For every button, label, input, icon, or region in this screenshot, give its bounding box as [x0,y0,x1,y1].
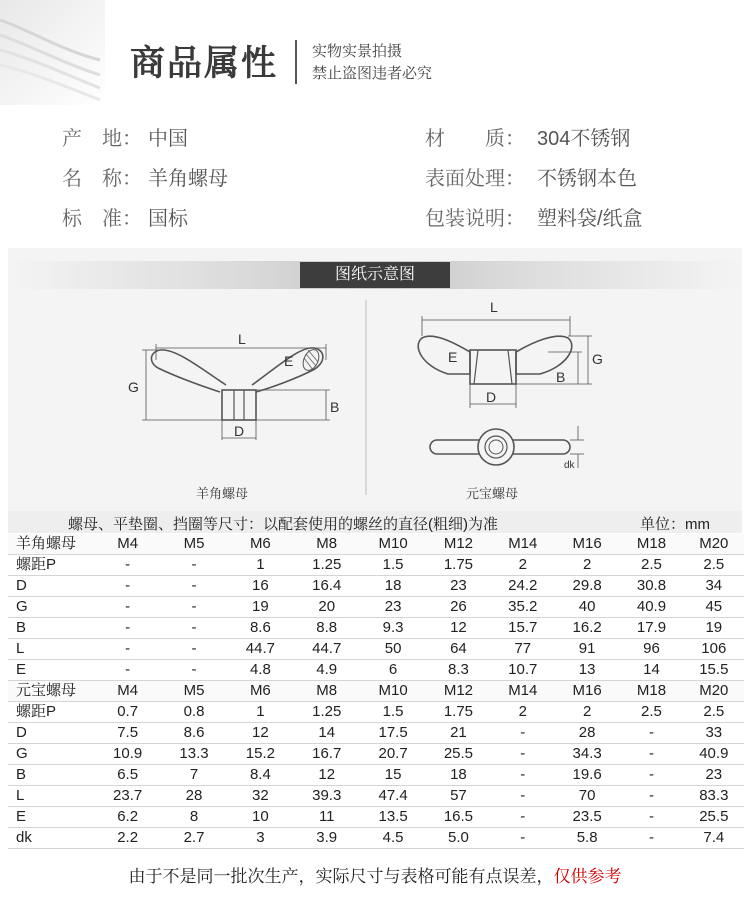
dim-E-right: E [448,349,458,365]
table-cell: - [491,744,555,765]
table-cell: 30.8 [619,576,683,597]
table-cell: 5.8 [555,828,619,849]
table-cell: 13.3 [161,744,227,765]
table-cell: 24.2 [491,576,555,597]
table-cell: - [161,660,227,681]
table-cell: 8.4 [227,765,293,786]
row-label: L [8,639,94,660]
table-cell: 12 [227,723,293,744]
table-cell: 1 [227,702,293,723]
table-cell: 0.8 [161,702,227,723]
table-cell: 70 [555,786,619,807]
table-cell: 39.3 [294,786,360,807]
table-cell: 19 [227,597,293,618]
table-cell: 40.9 [619,597,683,618]
table-cell: 64 [426,639,490,660]
table-cell: 47.4 [360,786,426,807]
attr-origin: 产 地： 中国 [62,128,188,150]
table-cell: 1 [227,555,293,576]
table-cell: 19 [684,618,744,639]
table-cell: 18 [360,576,426,597]
table-row [8,744,744,765]
header-subtitle-2: 禁止盗图违者必究 [312,65,433,82]
table-row [8,576,744,597]
table-cell: M12 [426,534,490,555]
table-cell: - [161,555,227,576]
table-row [8,618,744,639]
table-cell: 29.8 [555,576,619,597]
attr-packaging: 包装说明： 塑料袋/纸盒 [425,208,643,230]
caption-wing-nut: 羊角螺母 [196,486,249,501]
table-cell: 2.2 [94,828,160,849]
table-cell: M5 [161,534,227,555]
table-cell: 2.5 [619,702,683,723]
caption-butterfly-nut: 元宝螺母 [466,486,519,501]
table-cell: 17.5 [360,723,426,744]
table-cell: 8.8 [294,618,360,639]
table-cell: 7.5 [94,723,160,744]
table-cell: 6.2 [94,807,160,828]
table-cell: M8 [294,534,360,555]
row-label: B [8,765,94,786]
table-cell: 7.4 [684,828,744,849]
table-row [8,702,744,723]
table-cell: - [94,660,160,681]
table-cell: 33 [684,723,744,744]
table-cell: 45 [684,597,744,618]
table-cell: 4.5 [360,828,426,849]
table-cell: M5 [161,681,227,702]
table-cell: - [94,618,160,639]
table-cell: - [161,618,227,639]
table-cell: - [161,597,227,618]
table-cell: 2.7 [161,828,227,849]
row-label: E [8,807,94,828]
table-cell: 2.5 [684,702,744,723]
dim-B-right: B [556,369,566,385]
row-label: L [8,786,94,807]
table-cell: M6 [227,534,293,555]
row-label: 羊角螺母 [8,534,94,555]
table-cell: 23 [426,576,490,597]
title-divider [295,40,297,84]
table-note: 螺母、平垫圈、挡圈等尺寸：以配套使用的螺丝的直径(粗细)为准 [68,516,498,533]
header-subtitle-1: 实物实景拍摄 [312,43,403,60]
table-cell: 1.25 [294,555,360,576]
table-cell: 12 [426,618,490,639]
row-label: 螺距P [8,555,94,576]
footer-disclaimer [0,862,750,887]
table-cell: - [161,639,227,660]
table-cell: - [619,744,683,765]
table-cell: - [491,828,555,849]
table-cell: 40 [555,597,619,618]
table-row [8,555,744,576]
table-row [8,765,744,786]
table-row [8,639,744,660]
table-cell: M14 [491,534,555,555]
row-label: D [8,576,94,597]
table-cell: 13.5 [360,807,426,828]
table-cell: 2.5 [684,555,744,576]
table-row [8,660,744,681]
table-cell: M18 [619,681,683,702]
table-cell: 77 [491,639,555,660]
table-cell: 50 [360,639,426,660]
table-cell: 3 [227,828,293,849]
table-cell: 19.6 [555,765,619,786]
table-cell: - [491,765,555,786]
table-cell: 44.7 [227,639,293,660]
table-cell: 23 [360,597,426,618]
table-cell: 14 [619,660,683,681]
table-section-header [8,681,744,702]
table-row [8,597,744,618]
table-cell: 12 [294,765,360,786]
row-label: B [8,618,94,639]
page-title: 商品属性 [130,44,279,83]
dim-D-left: D [234,423,245,439]
attr-material: 材 质： 304不锈钢 [425,128,631,150]
dim-L-left: L [238,331,246,347]
table-cell: 15.5 [684,660,744,681]
attr-surface: 表面处理： 不锈钢本色 [425,168,637,190]
table-cell: M16 [555,534,619,555]
table-row [8,786,744,807]
dim-dk-right: dk [564,460,575,471]
table-cell: M18 [619,534,683,555]
table-cell: 2.5 [619,555,683,576]
table-cell: M20 [684,534,744,555]
attr-standard: 标 准： 国标 [62,208,188,230]
dim-L-right: L [490,299,498,315]
table-cell: - [619,786,683,807]
dim-D-right: D [486,389,497,405]
table-cell: 6 [360,660,426,681]
technical-drawings [8,290,742,516]
table-cell: M14 [491,681,555,702]
row-label: G [8,597,94,618]
table-cell: M4 [94,681,160,702]
footer-text: 由于不是同一批次生产，实际尺寸与表格可能有点误差， [128,867,554,886]
table-cell: 96 [619,639,683,660]
table-cell: 16.4 [294,576,360,597]
table-cell: 28 [555,723,619,744]
table-cell: 34 [684,576,744,597]
table-cell: 2 [491,702,555,723]
table-cell: 83.3 [684,786,744,807]
table-cell: - [491,807,555,828]
table-cell: 18 [426,765,490,786]
table-cell: 5.0 [426,828,490,849]
table-cell: 10 [227,807,293,828]
table-unit: 单位：mm [640,516,710,533]
table-cell: - [491,723,555,744]
dim-B-left: B [330,399,340,415]
row-label: 螺距P [8,702,94,723]
table-cell: 57 [426,786,490,807]
table-cell: 9.3 [360,618,426,639]
table-cell: - [619,765,683,786]
dim-G-left: G [128,379,139,395]
table-cell: 1.75 [426,555,490,576]
table-cell: 14 [294,723,360,744]
table-cell: 32 [227,786,293,807]
table-cell: - [94,555,160,576]
table-cell: 106 [684,639,744,660]
table-cell: - [619,807,683,828]
table-cell: 8.6 [227,618,293,639]
table-cell: - [619,723,683,744]
table-cell: 16 [227,576,293,597]
header-decoration [0,0,105,105]
table-cell: 4.9 [294,660,360,681]
table-cell: M8 [294,681,360,702]
attr-name: 名 称： 羊角螺母 [62,168,228,190]
table-cell: 8 [161,807,227,828]
table-cell: 20 [294,597,360,618]
table-cell: 23.7 [94,786,160,807]
dim-G-right: G [592,351,603,367]
table-cell: 35.2 [491,597,555,618]
table-cell: 1.5 [360,702,426,723]
table-cell: 40.9 [684,744,744,765]
table-cell: - [619,828,683,849]
dim-E-left: E [284,353,294,369]
table-cell: 8.6 [161,723,227,744]
drawing-title: 图纸示意图 [300,262,450,288]
table-cell: - [94,576,160,597]
table-cell: 20.7 [360,744,426,765]
table-cell: 16.5 [426,807,490,828]
table-cell: 4.8 [227,660,293,681]
table-cell: 6.5 [94,765,160,786]
row-label: 元宝螺母 [8,681,94,702]
table-cell: 23.5 [555,807,619,828]
table-section-header [8,534,744,555]
table-cell: 2 [555,555,619,576]
butterfly-nut-drawing [418,316,592,468]
table-cell: M12 [426,681,490,702]
table-cell: 16.7 [294,744,360,765]
table-cell: - [491,786,555,807]
table-cell: 17.9 [619,618,683,639]
table-cell: 2 [491,555,555,576]
table-cell: M10 [360,681,426,702]
table-cell: - [161,576,227,597]
table-cell: 11 [294,807,360,828]
table-cell: 23 [684,765,744,786]
table-cell: - [94,639,160,660]
table-cell: 16.2 [555,618,619,639]
table-cell: 25.5 [684,807,744,828]
table-cell: 15 [360,765,426,786]
table-cell: 2 [555,702,619,723]
table-row [8,828,744,849]
table-cell: 15.7 [491,618,555,639]
spec-table [8,534,744,849]
table-cell: 28 [161,786,227,807]
table-cell: 91 [555,639,619,660]
row-label: E [8,660,94,681]
table-cell: 21 [426,723,490,744]
table-cell: 0.7 [94,702,160,723]
table-cell: 8.3 [426,660,490,681]
table-cell: 26 [426,597,490,618]
table-cell: M4 [94,534,160,555]
table-cell: 7 [161,765,227,786]
table-cell: - [94,597,160,618]
footer-highlight: 仅供参考 [553,867,622,886]
table-cell: 15.2 [227,744,293,765]
table-cell: 10.9 [94,744,160,765]
table-cell: 44.7 [294,639,360,660]
table-cell: 10.7 [491,660,555,681]
table-cell: M6 [227,681,293,702]
table-row [8,723,744,744]
table-cell: M10 [360,534,426,555]
table-cell: 1.75 [426,702,490,723]
table-cell: M20 [684,681,744,702]
row-label: dk [8,828,94,849]
table-row [8,807,744,828]
table-cell: 1.5 [360,555,426,576]
table-cell: 1.25 [294,702,360,723]
table-cell: 25.5 [426,744,490,765]
row-label: G [8,744,94,765]
table-cell: 34.3 [555,744,619,765]
row-label: D [8,723,94,744]
table-cell: 13 [555,660,619,681]
table-cell: 3.9 [294,828,360,849]
table-cell: M16 [555,681,619,702]
